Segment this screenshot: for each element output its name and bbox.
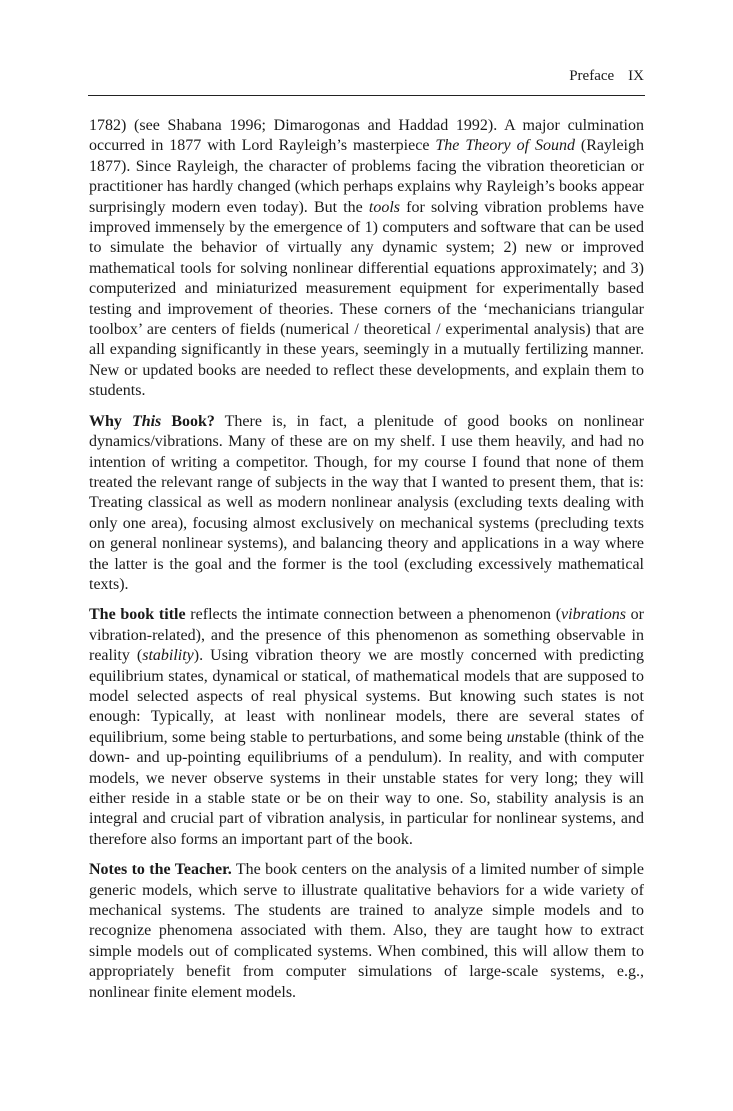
emphasis-un: un [506,728,523,746]
paragraph-history [89,116,644,402]
book-title-italic: The Theory of Sound [435,137,575,155]
run-in-heading [89,413,215,430]
paragraph-notes-to-teacher [89,860,644,1003]
running-head [88,66,644,86]
paragraph-why-this-book [89,412,644,596]
page-body [89,116,644,1013]
running-head-section: Preface [569,68,615,84]
paragraph-text: for solving vibration problems have improved immensely by the emergence of 1) computers and software that can be used to simulate the behavior of virtually any dynamic system; 2) new or improved mathematical tools for solving nonlinear differential equations approximately; and 3) computerized and miniaturized measurement equipment for experimentally based testing and improvement of theories. These corners of the ‘mechanicians triangular toolbox’ are centers of fields (numerical / theoretical / experimental analysis) that are all expanding significantly in these years, seemingly in a mutually fertilizing manner. New or updated books are needed to reflect these developments, and explain them to students. [89,198,644,400]
paragraph-text: ). Using vibration theory we are mostly concerned with predicting equilibrium states, dynamical or statical, of mathematical models that are supposed to model selected aspects of real physical systems. But knowing such states is not enough: Typically, at least with nonlinear models, there are several states of equilibrium, some being stable to perturbations, and some being [89,647,644,746]
emphasis-tools: tools [368,198,401,216]
header-rule [88,95,645,96]
heading-part: Why [89,412,132,430]
paragraph-text: stable (think of the down- and up-pointing equilibriums of a pendulum). In reality, and with computer models, we never observe systems in their unstable states for very long; they will either reside in a stable state or be on their way to one. So, stability analysis is an integral and crucial part of vibration analysis, in particular for nonlinear systems, and therefore also forms an important part of the book. [89,728,644,848]
run-in-heading: Notes to the Teacher. [89,861,232,879]
run-in-heading: The book title [89,606,186,624]
emphasis-vibrations: vibrations [561,606,626,624]
paragraph-text: or vibration-related), and the presence of this phenomenon as something observable in reality ( [89,606,644,665]
paragraph-text: reflects the intimate connection between a phenomenon ( [185,606,562,624]
emphasis-stability: stability [142,647,194,665]
heading-emphasis: This [131,412,162,430]
paragraph-text: (Rayleigh 1877). Since Rayleigh, the character of problems facing the vibration theoretician or practitioner has hardly changed (which perhaps explains why Rayleigh’s books appear surprisingly modern even today). But the [89,137,645,216]
page-number: IX [628,68,644,84]
paragraph-text: There is, in fact, a plenitude of good books on nonlinear dynamics/vibrations. Many of these are on my shelf. I use them heavily, and had no intention of writing a competitor. Though, for my course I found that none of them treated the relevant range of subjects in the way that I wanted to present them, that is: Treating classical as well as modern nonlinear analysis (excluding texts dealing with only one area), focusing almost exclusively on mechanical systems (precluding texts on general nonlinear systems), and balancing theory and applications in a way where the latter is the goal and the former is the tool (excluding excessively mathematical texts). [89,412,644,593]
paragraph-text: 1782) (see Shabana 1996; Dimarogonas and Haddad 1992). A major culmination occurred in 1877 with Lord Rayleigh’s masterpiece [89,117,644,155]
paragraph-book-title [89,605,644,850]
heading-part: Book? [161,412,215,430]
paragraph-text: The book centers on the analysis of a limited number of simple generic models, which serve to illustrate qualitative behaviors for a wide variety of mechanical systems. The students are trained to analyze simple models and to recognize phenomena associated with them. Also, they are taught how to extract simple models out of complicated systems. When combined, this will allow them to appropriately benefit from computer simulations of large-scale systems, e.g., nonlinear finite element models. [89,861,645,1001]
